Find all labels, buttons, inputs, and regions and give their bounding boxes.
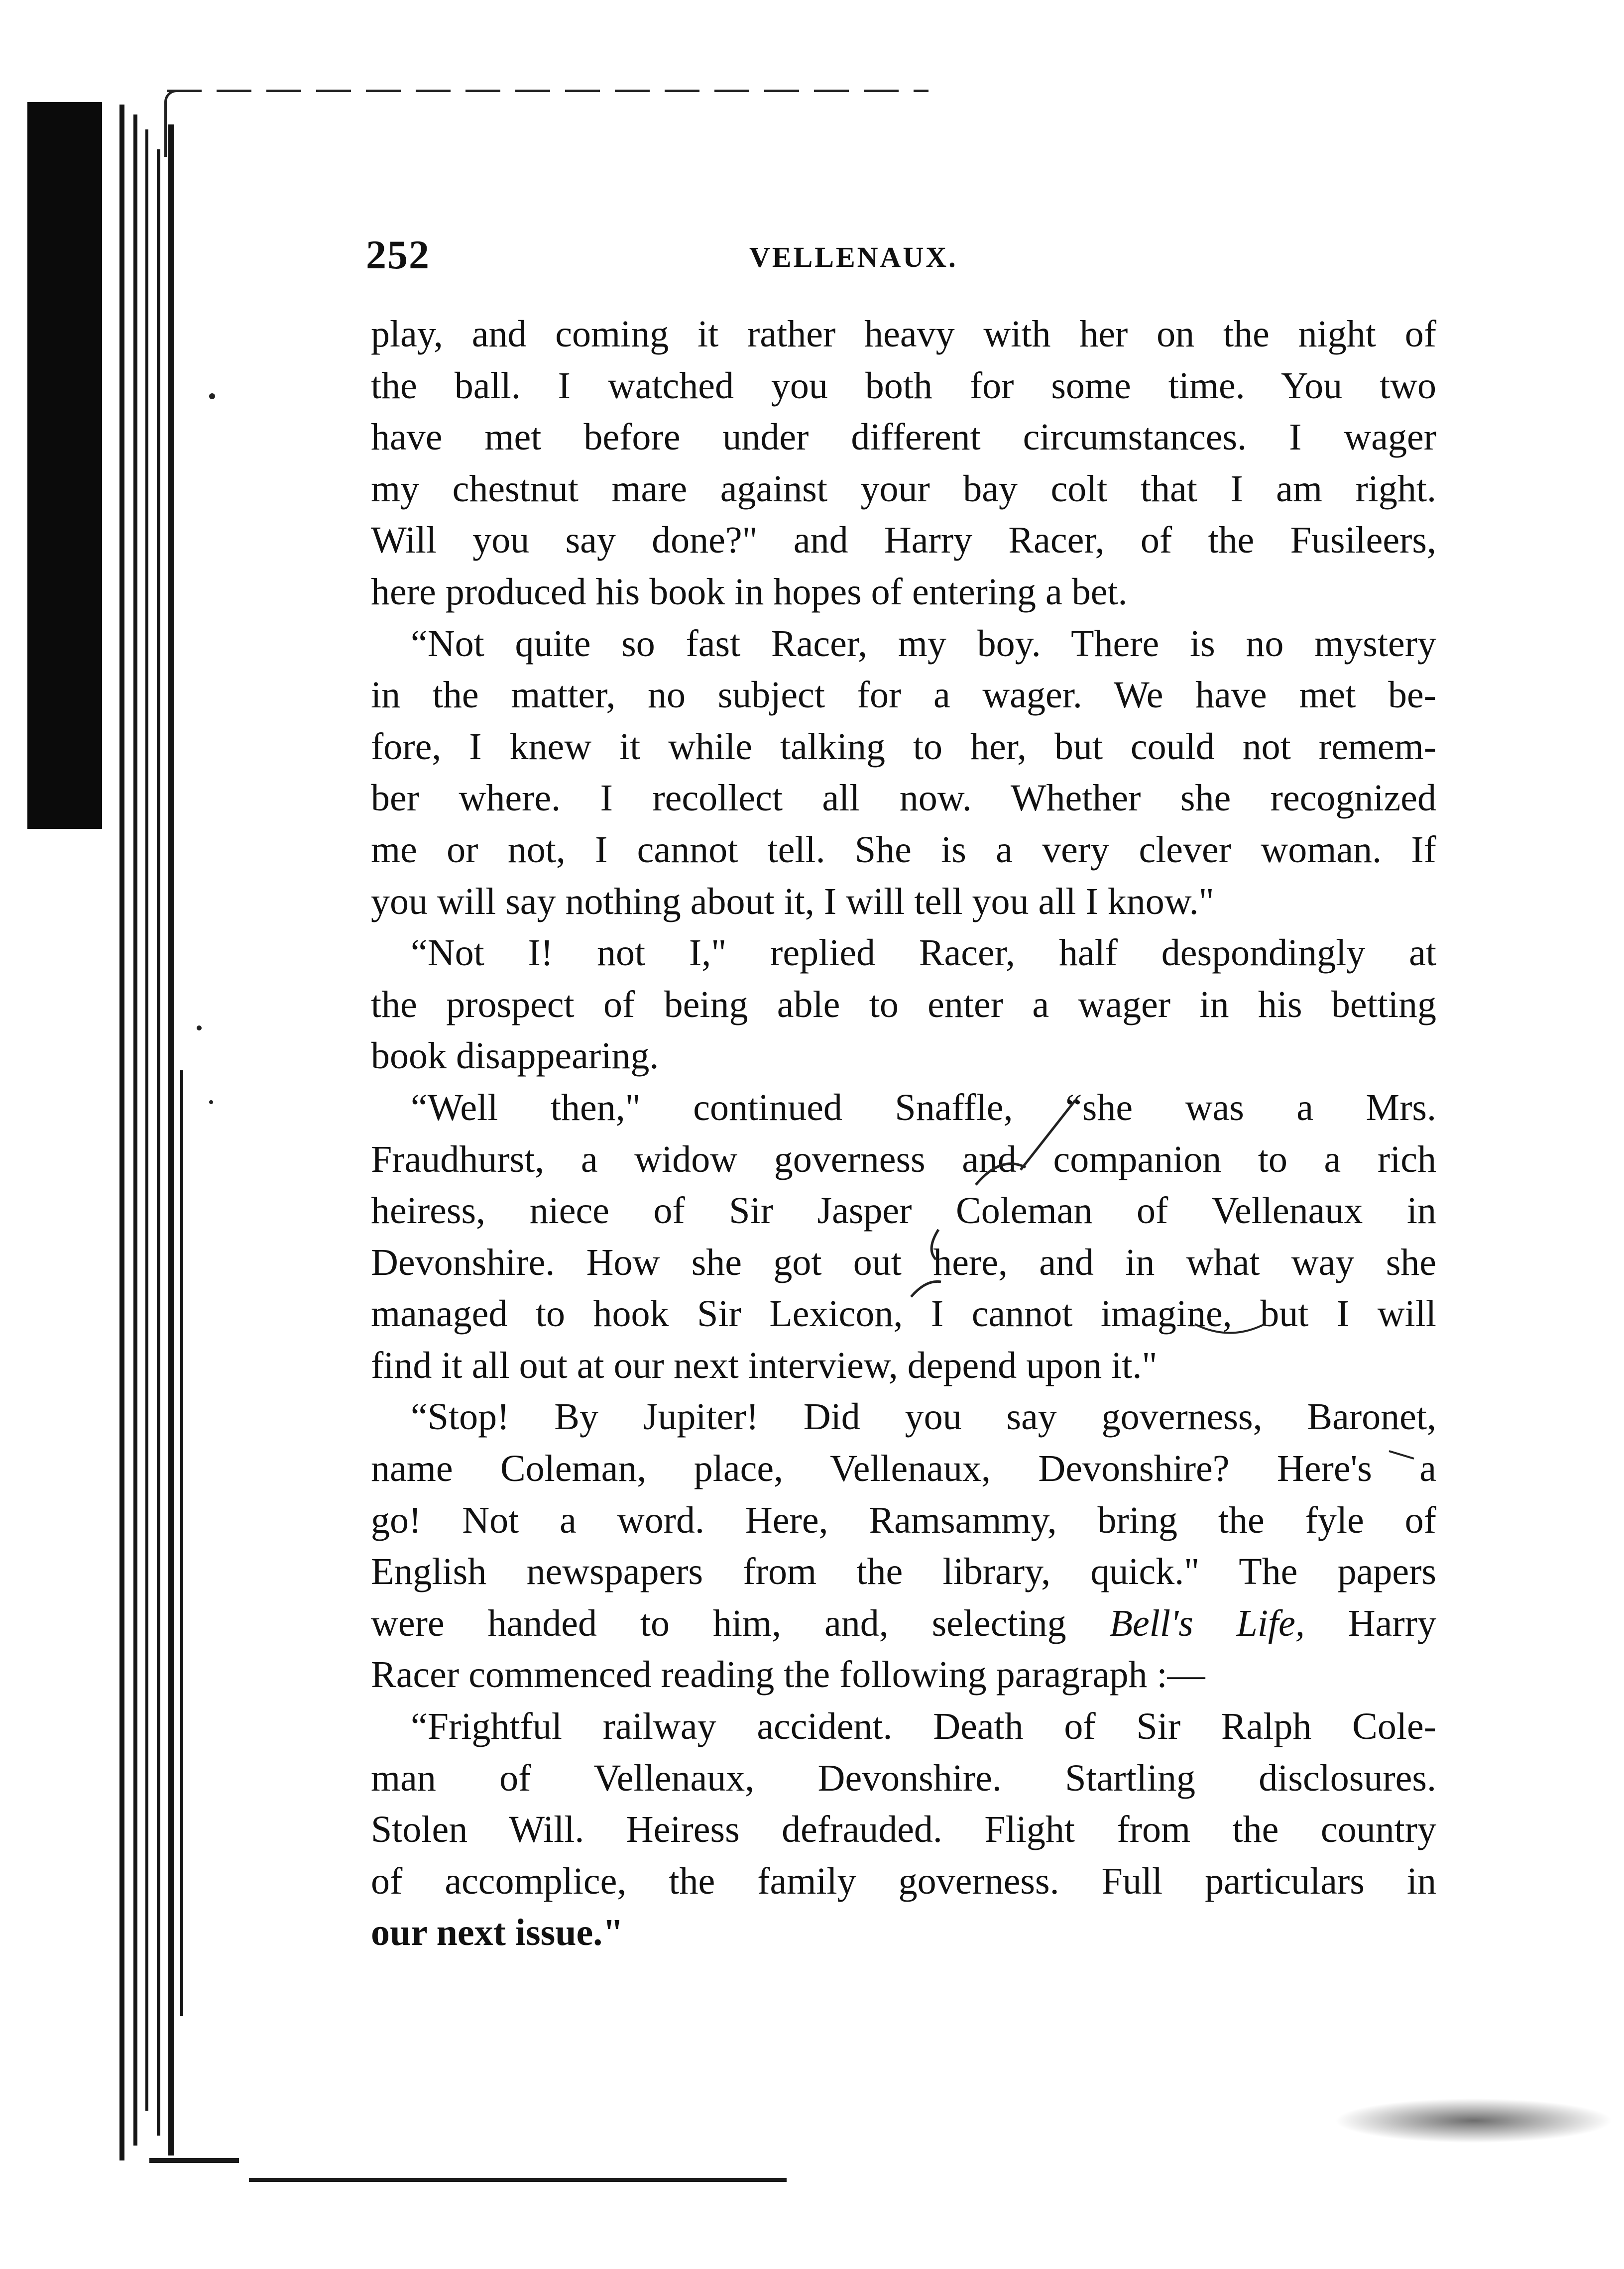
text-line-content: Racer commenced reading the following paragraph :— [371, 1654, 1205, 1696]
text-line [371, 824, 1436, 876]
text-line-content: ber where. I recollect all now. Whether she recognized [371, 777, 1436, 819]
text-line-content: of accomplice, the family governess. Full particulars in [371, 1860, 1436, 1902]
text-line [371, 1649, 1436, 1701]
text-line [371, 1185, 1436, 1237]
gutter-line [180, 1070, 183, 2016]
gutter-line [157, 149, 160, 2136]
text-line [371, 1237, 1436, 1289]
book-spine-shadow [27, 102, 102, 829]
text-line [371, 515, 1436, 567]
text-line [371, 670, 1436, 721]
text-line [371, 927, 1436, 979]
text-line-content: fore, I knew it while talking to her, but could not remem- [371, 725, 1436, 768]
text-line [371, 1598, 1436, 1650]
text-line [371, 360, 1436, 412]
text-line [371, 1753, 1436, 1805]
text-line [371, 1391, 1436, 1443]
running-head: VELLENAUX. [749, 241, 958, 273]
text-line-content: heiress, niece of Sir Jasper Coleman of Vellenaux in [371, 1190, 1436, 1232]
text-line [371, 1134, 1436, 1186]
text-line-content: here produced his book in hopes of entering a bet. [371, 570, 1128, 613]
page-number: 252 [366, 232, 430, 277]
text-line-content: Stolen Will. Heiress defrauded. Flight from the country [371, 1809, 1436, 1851]
text-line-content: man of Vellenaux, Devonshire. Startling disclosures. [371, 1757, 1436, 1799]
text-line-content: Fraudhurst, a widow governess and companion to a rich [371, 1138, 1436, 1180]
text-line-content: find it all out at our next interview, depend upon it." [371, 1344, 1158, 1386]
text-line [371, 412, 1436, 463]
text-line-content: our next issue." [371, 1912, 624, 1954]
text-line [371, 309, 1436, 360]
page-header [366, 231, 1421, 286]
text-line [371, 1546, 1436, 1598]
text-line-content: “Not I! not I," replied Racer, half despondingly at [411, 932, 1436, 974]
text-line-content: the prospect of being able to enter a wager in his betting [371, 983, 1436, 1025]
text-line [371, 721, 1436, 773]
gutter-line [168, 124, 174, 2156]
text-line-content: book disappearing. [371, 1035, 659, 1077]
gutter-line [133, 114, 137, 2146]
text-line-content: “Well then," continued Snaffle, “she was a Mrs. [411, 1086, 1436, 1129]
text-line-content: in the matter, no subject for a wager. We have met be- [371, 674, 1436, 716]
text-line-content: “Not quite so fast Racer, my boy. There is no mystery [411, 622, 1436, 665]
page-bottom-edge [149, 2158, 239, 2163]
body-text [371, 309, 1436, 1959]
text-line [371, 1288, 1436, 1340]
text-line-content: Will you say done?" and Harry Racer, of the Fusileers, [371, 519, 1436, 562]
text-line-content: the ball. I watched you both for some time. You two [371, 364, 1436, 407]
scan-speck [209, 1100, 213, 1104]
page-edge-curl [164, 90, 177, 157]
text-line [371, 1082, 1436, 1134]
text-line [371, 1804, 1436, 1856]
text-line [371, 1340, 1436, 1392]
text-line [371, 463, 1436, 515]
italic-title: Bell's Life, [1109, 1602, 1305, 1644]
text-line-content: “Stop! By Jupiter! Did you say governess, Baronet, [411, 1396, 1436, 1438]
text-line [371, 1701, 1436, 1753]
text-line [371, 1907, 1436, 1959]
text-line-content: me or not, I cannot tell. She is a very clever woman. If [371, 828, 1436, 871]
text-line-tail: Harry [1348, 1602, 1436, 1644]
text-line [371, 1030, 1436, 1082]
text-line [371, 567, 1436, 618]
text-line-content: name Coleman, place, Vellenaux, Devonshire? Here's a [371, 1448, 1436, 1490]
text-line-content: have met before under different circumstances. I wager [371, 416, 1436, 458]
page-bottom-edge [249, 2178, 787, 2182]
text-line [371, 618, 1436, 670]
gutter-line [119, 105, 124, 2160]
text-line [371, 1856, 1436, 1908]
text-line [371, 979, 1436, 1031]
text-line-content: play, and coming it rather heavy with her on the night of [371, 313, 1436, 355]
scan-speck [209, 393, 215, 399]
text-line-content: my chestnut mare against your bay colt that I am right. [371, 467, 1436, 510]
text-line-content: were handed to him, and, selecting [371, 1602, 1066, 1644]
text-line-content: go! Not a word. Here, Ramsammy, bring the fyle of [371, 1499, 1436, 1541]
gutter-line [145, 129, 148, 2111]
text-line-content: you will say nothing about it, I will tell you all I know." [371, 880, 1214, 922]
text-line-content: “Frightful railway accident. Death of Sir Ralph Cole- [411, 1705, 1436, 1748]
scan-speck [197, 1025, 202, 1030]
page-top-edge [167, 90, 928, 92]
text-line-content: Devonshire. How she got out here, and in what way she [371, 1241, 1436, 1283]
text-line-content: English newspapers from the library, quick." The papers [371, 1551, 1436, 1593]
text-line [371, 876, 1436, 928]
scan-smudge [1334, 2098, 1613, 2143]
text-line [371, 1443, 1436, 1495]
text-line-content: managed to hook Sir Lexicon, I cannot imagine, but I will [371, 1293, 1436, 1335]
text-line [371, 773, 1436, 824]
text-line [371, 1495, 1436, 1547]
